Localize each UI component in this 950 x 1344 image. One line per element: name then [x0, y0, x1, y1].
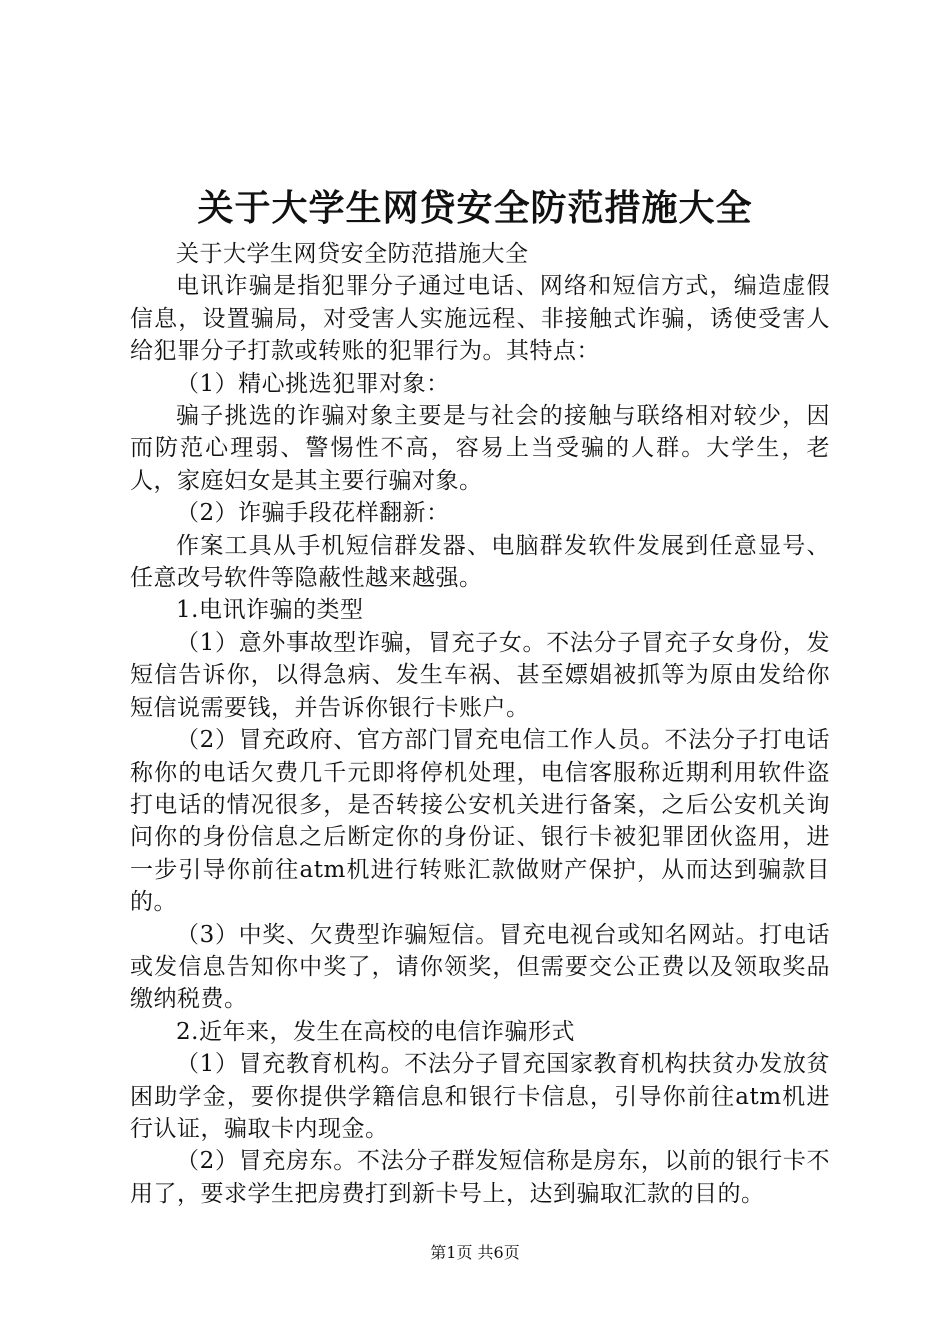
paragraph: （1）冒充教育机构。不法分子冒充国家教育机构扶贫办发放贫困助学金，要你提供学籍信息和银行卡信息，引导你前往atm机进行认证，骗取卡内现金。 [130, 1051, 830, 1142]
section-heading: 1.电讯诈骗的类型 [176, 597, 364, 624]
paragraph: （3）中奖、欠费型诈骗短信。冒充电视台或知名网站。打电话或发信息告知你中奖了，请你领奖，但需要交公正费以及领取奖品缴纳税费。 [130, 921, 830, 1013]
paragraph: （1）精心挑选犯罪对象： [176, 370, 450, 397]
paragraph: （2）冒充房东。不法分子群发短信称是房东，以前的银行卡不用了，要求学生把房费打到新卡号上，达到骗取汇款的目的。 [130, 1148, 830, 1207]
paragraph: 电讯诈骗是指犯罪分子通过电话、网络和短信方式，编造虚假信息，设置骗局，对受害人实施远程、非接触式诈骗，诱使受害人给犯罪分子打款或转账的犯罪行为。其特点： [130, 273, 830, 365]
paragraph: （1）意外事故型诈骗，冒充子女。不法分子冒充子女身份，发短信告诉你，以得急病、发生车祸、甚至嫖娼被抓等为原由发给你短信说需要钱，并告诉你银行卡账户。 [130, 629, 830, 721]
document-body [130, 238, 830, 1210]
page-number-footer: 第1页 共6页 [430, 1243, 520, 1262]
paragraph: （2）诈骗手段花样翻新： [176, 500, 450, 527]
paragraph: （2）冒充政府、官方部门冒充电信工作人员。不法分子打电话称你的电话欠费几千元即将停机处理，电信客服称近期利用软件盗打电话的情况很多，是否转接公安机关进行备案，之后公安机关询问你的身份信息之后断定你的身份证、银行卡被犯罪团伙盗用，进一步引导你前往atm机进行转账汇款做财产保护，从而达到骗款目的。 [130, 727, 830, 916]
section-heading: 2.近年来，发生在高校的电信诈骗形式 [176, 1018, 575, 1045]
paragraph: 作案工具从手机短信群发器、电脑群发软件发展到任意显号、任意改号软件等隐蔽性越来越强。 [130, 532, 830, 592]
paragraph: 关于大学生网贷安全防范措施大全 [176, 241, 529, 267]
paragraph: 骗子挑选的诈骗对象主要是与社会的接触与联络相对较少，因而防范心理弱、警惕性不高，容易上当受骗的人群。大学生，老人，家庭妇女是其主要行骗对象。 [130, 403, 830, 494]
document-title: 关于大学生网贷安全防范措施大全 [197, 187, 753, 229]
